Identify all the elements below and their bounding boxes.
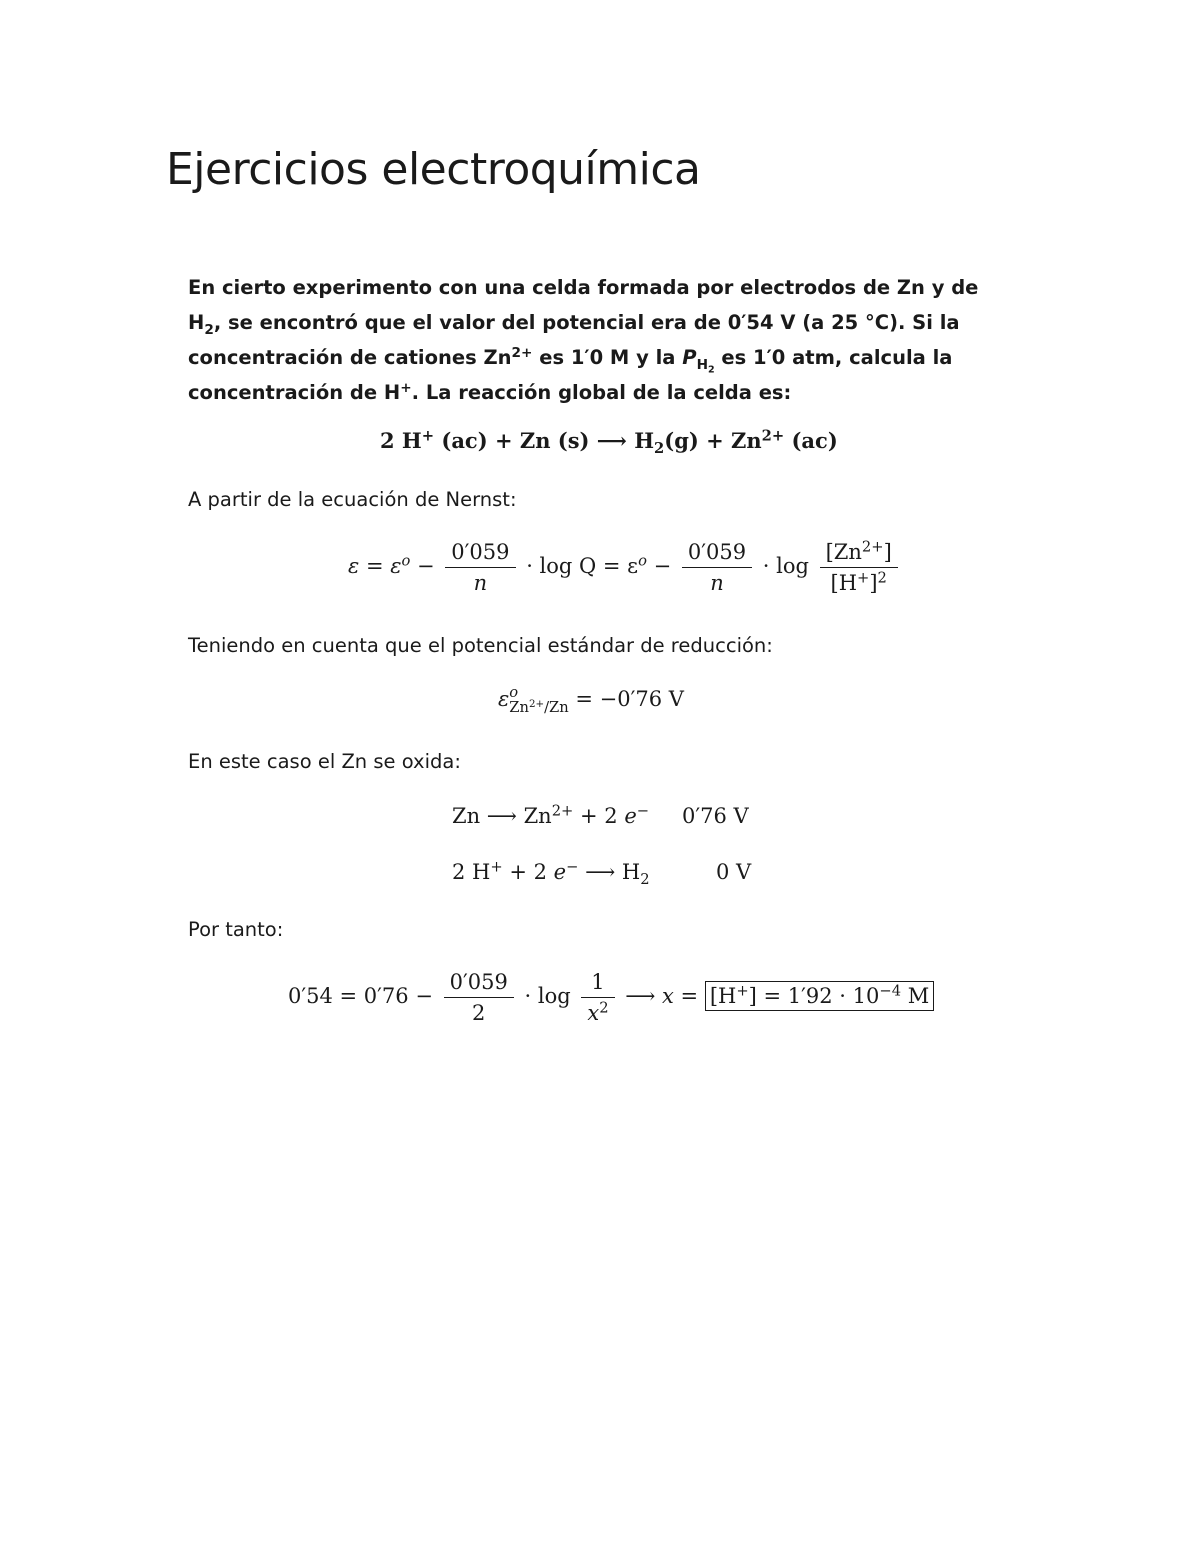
final-fraction-2: $\frac{1}{x^2}$ (581, 970, 614, 1025)
nernst-intro: A partir de la ecuación de Nernst: (188, 488, 517, 511)
therefore-intro: Por tanto: (188, 918, 284, 941)
nernst-fraction-3: $\frac{[Zn^{2+}]}{[H^+]^2}$ (820, 540, 898, 595)
final-equation: 0′54 = 0′76 − $\frac{0'059}{2}$ · log $\frac{1}{x^2}$ ⟶ $x = [H^+] = 1'92 \cdot 10^{-4}$ M (288, 970, 934, 1025)
page-title: Ejercicios electroquímica (166, 144, 701, 195)
oxidation-intro: En este caso el Zn se oxida: (188, 750, 461, 773)
problem-line-2: $H_2$, se encontró que el valor del potencial era de 0′54 V (a 25 °C). Si la (188, 311, 960, 338)
problem-line-4: concentración de H+. La reacción global de la celda es: (188, 380, 792, 404)
standard-potential-equation: ε o $Zn^{2+}/Zn$ = −0′76 V (498, 684, 684, 716)
half-reaction-reduction: 2 H+ + 2 e− ⟶ $H_2$ (452, 858, 650, 889)
nernst-fraction-2: $\frac{0'059}{n}$ (682, 540, 752, 595)
problem-line-3: concentración de cationes $Zn^{2+}$ es 1′0 M y la $P_{H_2}$ es 1′0 atm, calcula la (188, 345, 953, 376)
half-reaction-oxidation: Zn ⟶ $Zn^{2+} + 2$ e− (452, 802, 650, 828)
final-fraction-1: $\frac{0'059}{2}$ (444, 970, 514, 1025)
global-reaction: 2 H+ (ac) + Zn (s) ⟶ $H_2(g) + Zn^{2+}$ (ac) (380, 427, 838, 458)
final-result-box: $[H^+] = 1'92 \cdot 10^{-4}$ M (705, 981, 934, 1011)
problem-line-1: En cierto experimento con una celda formada por electrodos de Zn y de (188, 276, 979, 299)
nernst-equation: $\varepsilon = \varepsilon^o$ − $\frac{0'059}{n}$ · $\log Q = \varepsilon^o$ − $\frac{0'059}{n}$ · log $\frac{[Zn^{2+}]}{[H^+]^2}$ (348, 540, 902, 595)
problem-statement (188, 270, 1008, 410)
half-reaction-oxidation-potential: 0′76 V (682, 804, 749, 828)
standard-potential-intro: Teniendo en cuenta que el potencial estándar de reducción: (188, 634, 773, 657)
nernst-fraction-1: $\frac{0'059}{n}$ (445, 540, 515, 595)
half-reaction-reduction-potential: 0 V (716, 860, 752, 884)
